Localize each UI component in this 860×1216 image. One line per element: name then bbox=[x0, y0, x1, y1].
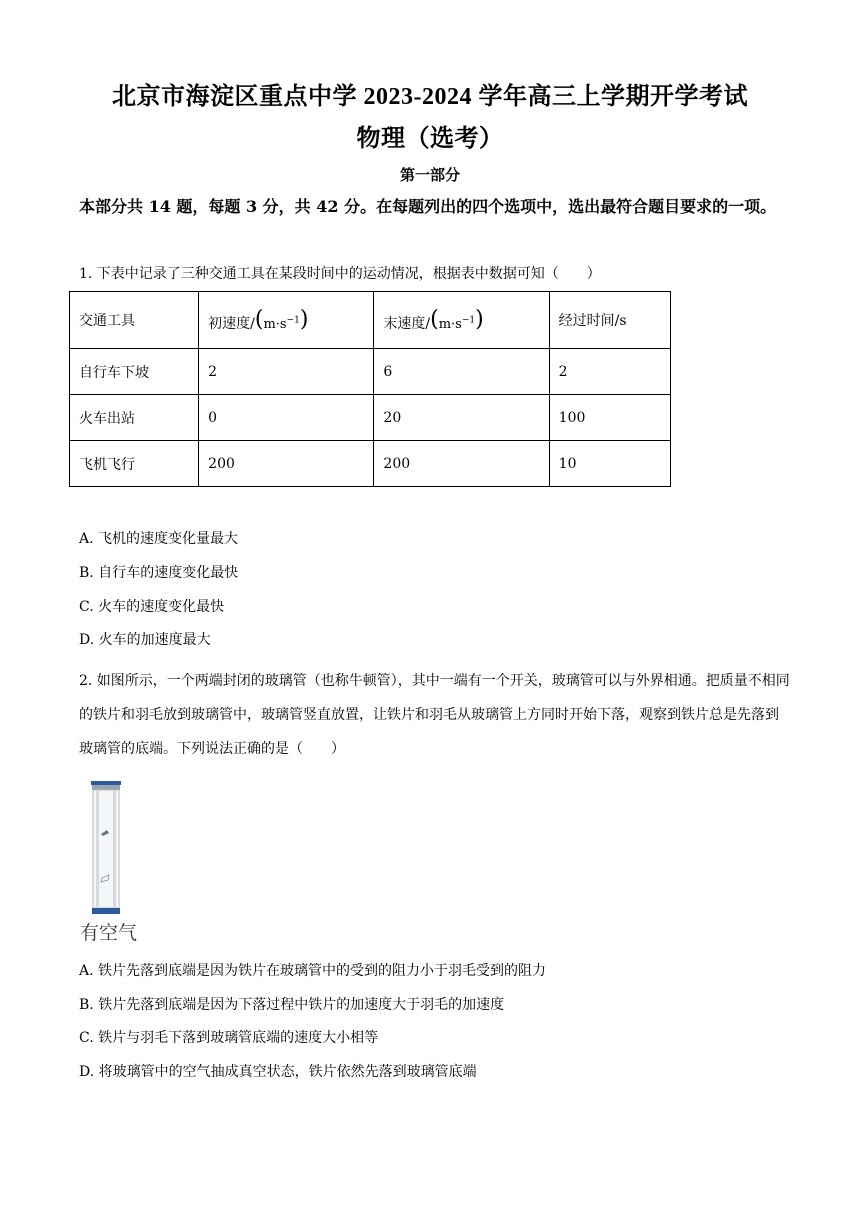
table-cell: 100 bbox=[549, 395, 670, 441]
question-1-option-b: B. 自行车的速度变化最快 bbox=[79, 565, 239, 581]
section-instructions: 本部分共 14 题，每题 3 分，共 42 分。在每题列出的四个选项中，选出最符合题目要求的一项。 bbox=[79, 197, 777, 216]
table-header-row bbox=[70, 292, 671, 349]
exam-subject: 物理（选考） bbox=[356, 126, 504, 152]
exam-title: 北京市海淀区重点中学 2023-2024 学年高三上学期开学考试 bbox=[112, 84, 748, 110]
table-row bbox=[70, 349, 671, 395]
figure-caption: 有空气 bbox=[80, 922, 138, 944]
table-cell: 自行车下坡 bbox=[70, 349, 199, 395]
question-2-stem: 2. 如图所示，一个两端封闭的玻璃管（也称牛顿管），其中一端有一个开关，玻璃管可以与外界相通。把质量不相同的铁片和羽毛放到玻璃管中，玻璃管竖直放置，让铁片和羽毛从玻璃管上方同时开始下落，观察到铁片总是先落到玻璃管的底端。下列说法正确的是（ ） bbox=[79, 673, 790, 757]
question-2-option-b: B. 铁片先落到底端是因为下落过程中铁片的加速度大于羽毛的加速度 bbox=[79, 997, 505, 1013]
header-vehicle: 交通工具 bbox=[70, 292, 199, 349]
velocity-unit: $(m\cdot s^{-1})$ bbox=[430, 307, 484, 332]
table-cell: 火车出站 bbox=[70, 395, 199, 441]
velocity-unit: $(m\cdot s^{-1})$ bbox=[254, 307, 309, 332]
question-2-option-d: D. 将玻璃管中的空气抽成真空状态，铁片依然先落到玻璃管底端 bbox=[79, 1064, 477, 1080]
tube-right-wall bbox=[113, 790, 116, 908]
header-elapsed-time: 经过时间/s bbox=[549, 292, 670, 349]
header-initial-velocity-label: 初速度/ bbox=[208, 316, 255, 332]
question-1-option-c: C. 火车的速度变化最快 bbox=[79, 599, 225, 615]
table-cell: 2 bbox=[549, 349, 670, 395]
tube-bottom-cap bbox=[92, 908, 120, 914]
table-cell: 0 bbox=[199, 395, 374, 441]
tube-top-band bbox=[91, 781, 121, 785]
table-cell: 20 bbox=[374, 395, 549, 441]
header-initial-velocity bbox=[199, 292, 374, 349]
header-final-velocity-label: 末速度/ bbox=[383, 316, 431, 332]
header-final-velocity bbox=[374, 292, 549, 349]
table-row bbox=[70, 441, 671, 487]
table-cell: 200 bbox=[199, 441, 374, 487]
question-1-stem: 1. 下表中记录了三种交通工具在某段时间中的运动情况，根据表中数据可知（ ） bbox=[79, 266, 601, 282]
section-heading: 第一部分 bbox=[399, 166, 460, 184]
tube-left-wall bbox=[96, 790, 99, 908]
question-2-option-c: C. 铁片与羽毛下落到玻璃管底端的速度大小相等 bbox=[79, 1030, 379, 1046]
table-cell: 2 bbox=[199, 349, 374, 395]
table-cell: 6 bbox=[374, 349, 549, 395]
question-2-option-a: A. 铁片先落到底端是因为铁片在玻璃管中的受到的阻力小于羽毛受到的阻力 bbox=[79, 963, 547, 979]
table-row bbox=[70, 395, 671, 441]
question-1-option-a: A. 飞机的速度变化量最大 bbox=[79, 531, 239, 547]
table-cell: 飞机飞行 bbox=[70, 441, 199, 487]
table-cell: 200 bbox=[374, 441, 549, 487]
table-cell: 10 bbox=[549, 441, 670, 487]
question-1-option-d: D. 火车的加速度最大 bbox=[79, 632, 211, 648]
motion-data-table bbox=[69, 291, 671, 487]
